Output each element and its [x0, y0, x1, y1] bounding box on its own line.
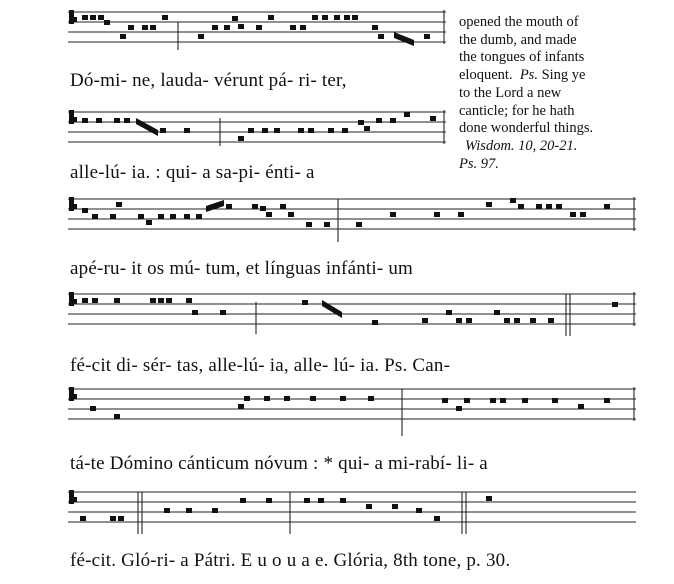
- staff-6: [68, 492, 636, 522]
- translation-line: the dumb, and made: [459, 31, 577, 48]
- lyric-line-6: fé-cit. Gló-ri- a Pátri. E u o u a e. Glória, 8th tone, p. 30.: [70, 550, 511, 571]
- staff-5: [68, 389, 636, 419]
- translation-line: canticle; for he hath: [459, 102, 575, 119]
- lyric-line-2: alle-lú- ia. : qui- a sa-pi- énti- a: [70, 162, 315, 183]
- staff-3: [68, 199, 636, 229]
- translation-line: to the Lord a new: [459, 84, 562, 101]
- lyric-line-3: apé-ru- it os mú- tum, et línguas infánti- um: [70, 258, 414, 279]
- lyric-line-4: fé-cit di- sér- tas, alle-lú- ia, alle- lú- ia. Ps. Can-: [70, 355, 451, 376]
- translation-block: [459, 14, 639, 173]
- staff-2: [68, 112, 446, 142]
- translation-line: the tongues of infants: [459, 49, 585, 66]
- source-citation: Wisdom. 10, 20-21.: [465, 137, 578, 154]
- translation-line: eloquent. Ps. Sing ye: [459, 67, 586, 84]
- lyric-line-5: tá-te Dómino cánticum nóvum : * qui- a mi-rabí- li- a: [70, 453, 488, 474]
- psalm-citation: Ps. 97.: [459, 155, 499, 172]
- lyric-line-1: Dó-mi- ne, lauda- vérunt pá- ri- ter,: [70, 70, 347, 91]
- translation-line: done wonderful things.: [459, 120, 594, 137]
- translation-line: opened the mouth of: [459, 14, 579, 30]
